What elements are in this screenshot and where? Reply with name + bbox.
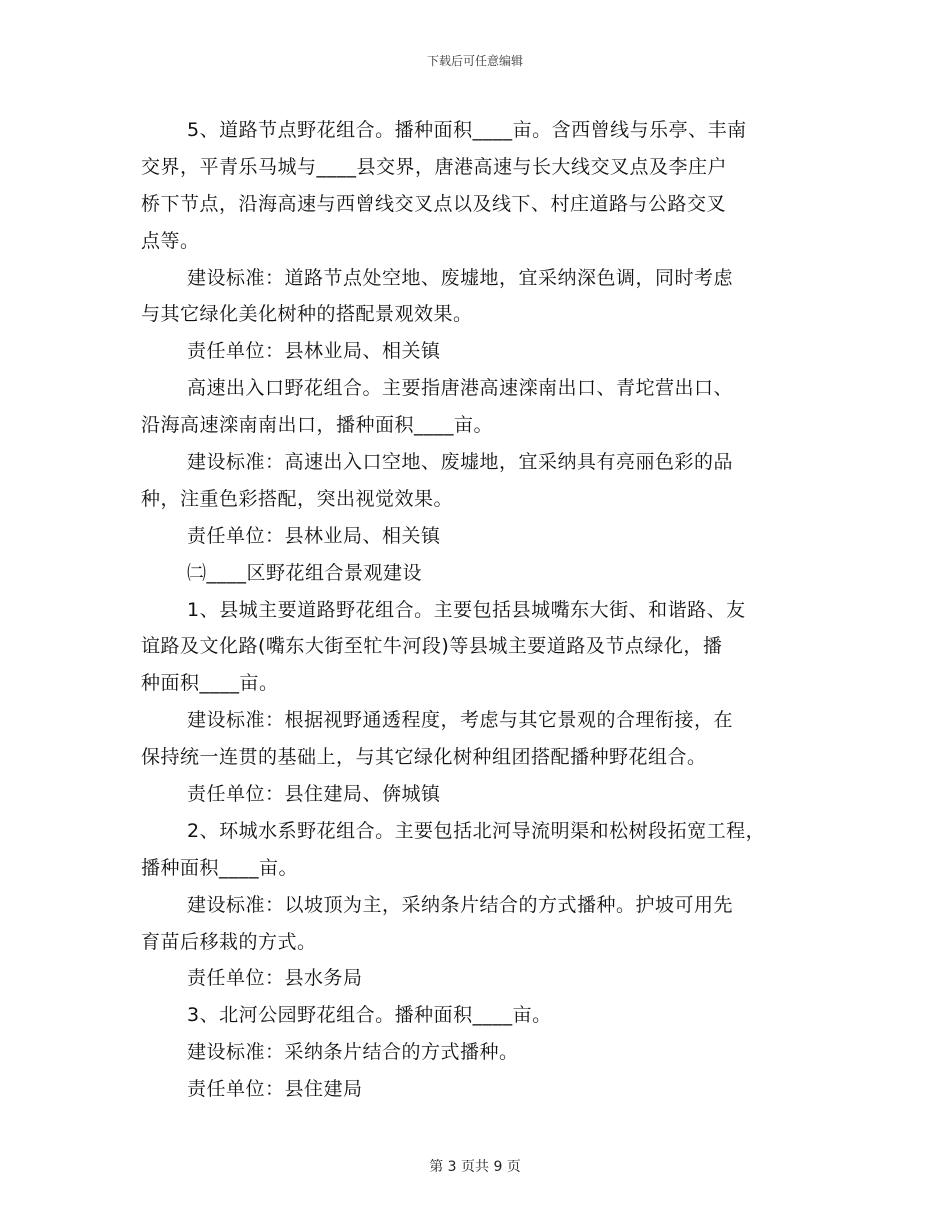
text-line: 建设标准：根据视野通透程度，考虑与其它景观的合理衔接，在 xyxy=(187,709,734,732)
text-line: 点等。 xyxy=(141,229,200,252)
page-number-footer: 第 3 页共 9 页 xyxy=(429,1159,521,1175)
text-line: 责任单位：县林业局、相关镇 xyxy=(187,340,441,363)
text-line: 谊路及文化路(嘴东大街至牤牛河段)等县城主要道路及节点绿化，播 xyxy=(141,635,723,658)
text-line: 种，注重色彩搭配，突出视觉效果。 xyxy=(141,487,454,510)
text-line: 3、北河公园野花组合。播种面积____亩。 xyxy=(187,1004,552,1027)
text-line: 5、道路节点野花组合。播种面积____亩。含西曾线与乐亭、丰南 xyxy=(187,119,747,141)
text-line: 与其它绿化美化树种的搭配景观效果。 xyxy=(141,303,473,326)
text-line: 责任单位：县水务局 xyxy=(187,967,363,990)
document-body xyxy=(141,112,821,1108)
text-line: ㈡____区野花组合景观建设 xyxy=(187,561,423,584)
page-header-note: 下载后可任意编辑 xyxy=(426,54,523,68)
text-line: 责任单位：县住建局 xyxy=(187,1078,363,1101)
text-line: 交界，平青乐马城与____县交界，唐港高速与长大线交叉点及李庄户 xyxy=(141,155,728,178)
text-line: 高速出入口野花组合。主要指唐港高速滦南出口、青坨营出口、 xyxy=(187,377,734,400)
text-line: 责任单位：县住建局、倴城镇 xyxy=(187,783,441,806)
text-line: 种面积____亩。 xyxy=(141,672,279,695)
text-line: 沿海高速滦南南出口，播种面积____亩。 xyxy=(141,414,494,437)
text-line: 2、环城水系野花组合。主要包括北河导流明渠和松树段拓宽工程， xyxy=(187,819,766,842)
text-line: 建设标准：采纳条片结合的方式播种。 xyxy=(187,1041,519,1064)
text-line: 责任单位：县林业局、相关镇 xyxy=(187,524,441,547)
text-line: 育苗后移栽的方式。 xyxy=(141,930,317,953)
text-line: 1、县城主要道路野花组合。主要包括县城嘴东大街、和谐路、友 xyxy=(187,598,746,621)
text-line: 建设标准：以坡顶为主，采纳条片结合的方式播种。护坡可用先 xyxy=(187,893,734,916)
text-line: 建设标准：高速出入口空地、废墟地，宜采纳具有亮丽色彩的品 xyxy=(187,451,734,474)
text-line: 桥下节点，沿海高速与西曾线交叉点以及线下、村庄道路与公路交叉 xyxy=(141,192,727,215)
text-line: 建设标准：道路节点处空地、废墟地，宜采纳深色调，同时考虑 xyxy=(187,266,734,289)
text-line: 播种面积____亩。 xyxy=(141,856,299,879)
text-line: 保持统一连贯的基础上，与其它绿化树种组团搭配播种野花组合。 xyxy=(141,746,707,769)
